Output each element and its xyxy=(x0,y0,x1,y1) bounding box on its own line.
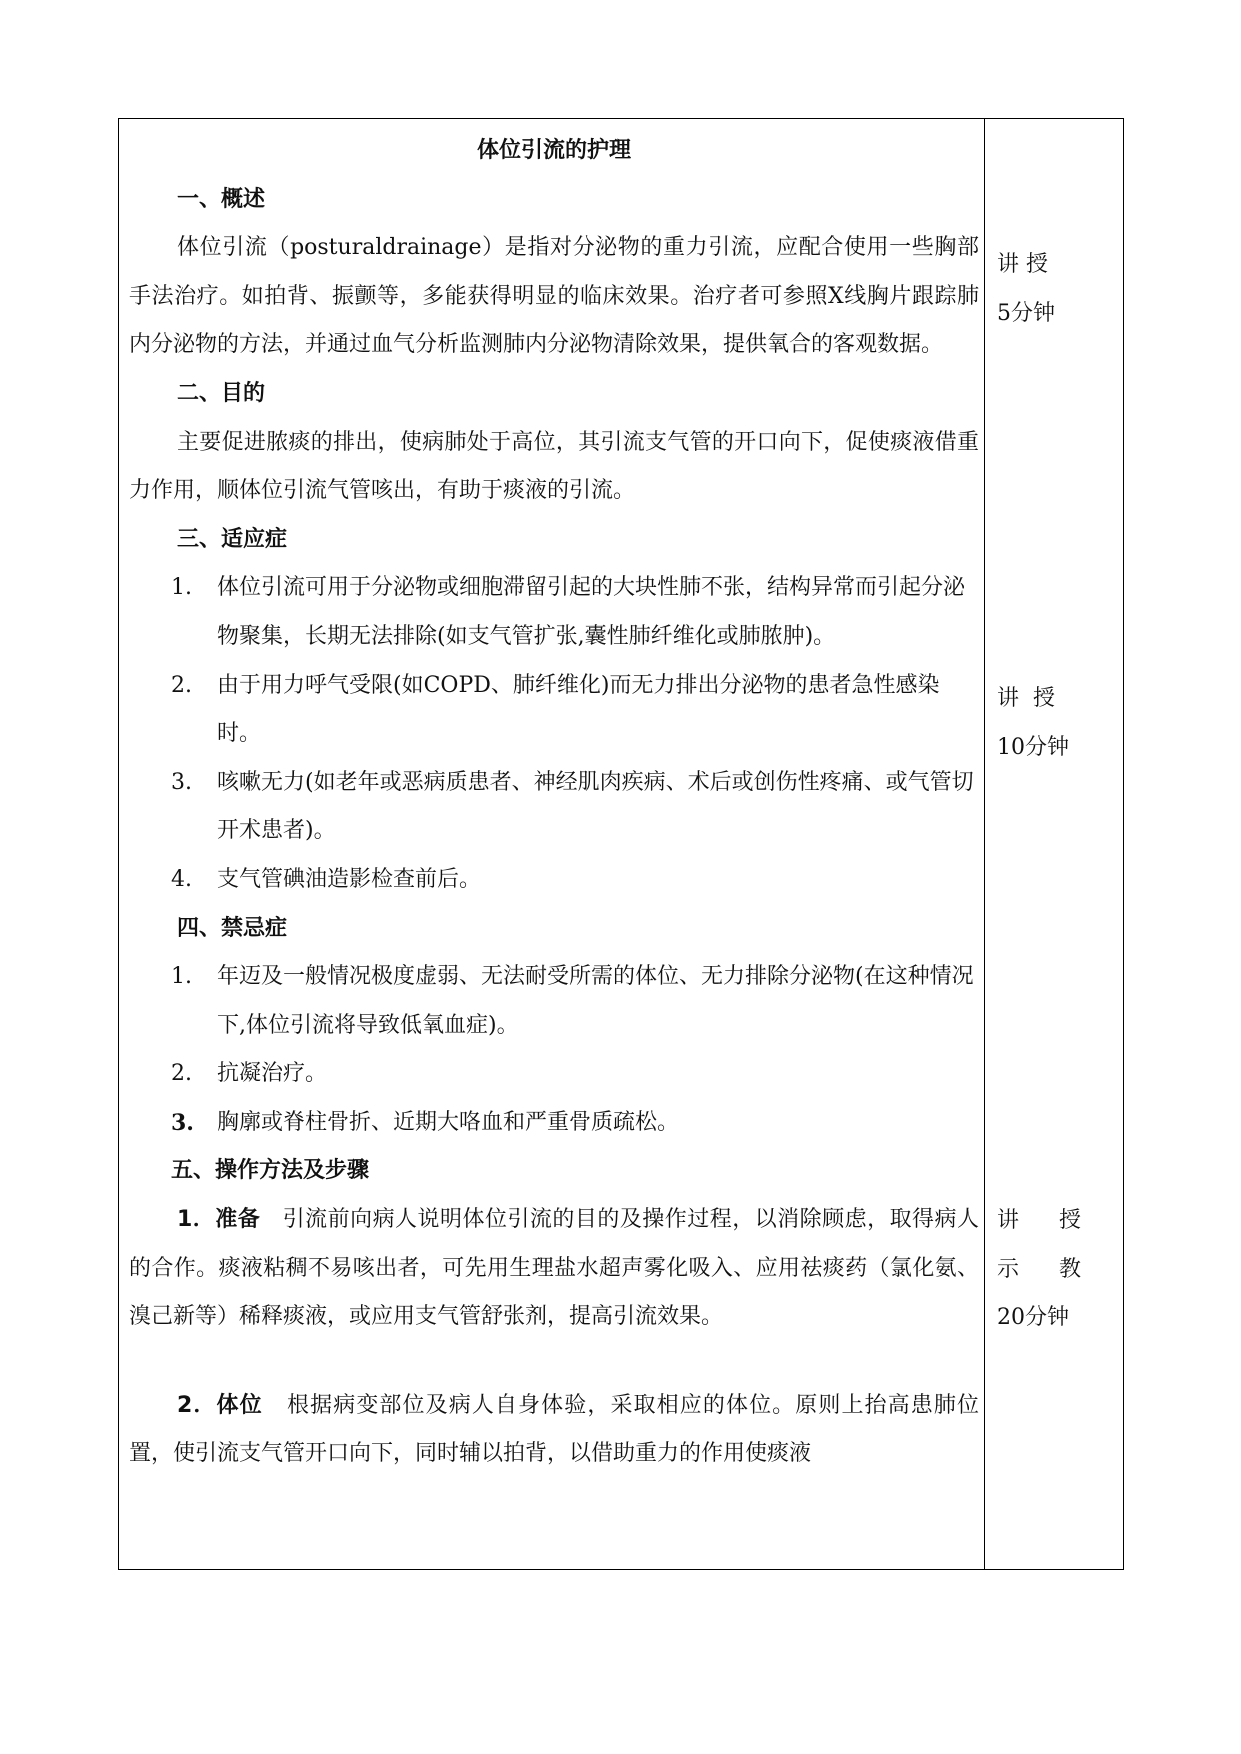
document-title: 体位引流的护理 xyxy=(476,138,631,163)
side-note xyxy=(997,1197,1117,1343)
step-label: 2．体位 xyxy=(177,1392,263,1418)
overview-text: 体位引流（posturaldrainage）是指对分泌物的重力引流，应配合使用一些胸部手法治疗。如拍背、振颤等，多能获得明显的临床效果。治疗者可参照X线胸片跟踪肺内分泌物的方法，并通过血气分析监测肺内分泌物清除效果，提供氧合的客观数据。 xyxy=(129,235,979,358)
list-number: 2. xyxy=(171,672,192,698)
list-item xyxy=(129,759,979,856)
teaching-method: 讲 授 xyxy=(997,686,1056,711)
list-text: 体位引流可用于分泌物或细胞滞留引起的大块性肺不张，结构异常而引起分泌物聚集，长期无法排除(如支气管扩张,囊性肺纤维化或肺脓肿)。 xyxy=(217,575,966,649)
list-number: 1. xyxy=(171,964,192,990)
list-item xyxy=(129,1050,979,1099)
step-label: 1．准备 xyxy=(177,1207,261,1233)
list-item xyxy=(129,662,979,759)
list-number: 4. xyxy=(171,866,192,892)
side-note xyxy=(997,241,1117,338)
step-text: 根据病变部位及病人自身体验，采取相应的体位。原则上抬高患肺位置，使引流支气管开口向下，同时辅以拍背，以借助重力的作用使痰液 xyxy=(129,1392,979,1467)
teaching-method: 讲 授 xyxy=(997,1208,1081,1233)
duration: 20分钟 xyxy=(997,1305,1069,1331)
list-number: 3. xyxy=(171,1109,194,1136)
section-heading-overview: 一、概述 xyxy=(177,186,266,212)
main-content xyxy=(129,127,979,1479)
procedure-step xyxy=(129,1196,979,1342)
section-heading-indications: 三、适应症 xyxy=(177,526,288,552)
duration: 10分钟 xyxy=(997,734,1069,760)
list-number: 2. xyxy=(171,1061,192,1087)
list-text: 年迈及一般情况极度虚弱、无法耐受所需的体位、无力排除分泌物(在这种情况下,体位引流将导致低氧血症)。 xyxy=(217,964,974,1038)
column-divider xyxy=(984,119,985,1569)
list-number: 1. xyxy=(171,575,192,601)
teaching-method: 讲 授 xyxy=(997,252,1049,277)
section-heading-contraindications: 四、禁忌症 xyxy=(177,915,288,941)
list-item xyxy=(129,564,979,661)
lesson-table xyxy=(118,118,1124,1570)
duration: 5分钟 xyxy=(997,300,1055,326)
list-text: 支气管碘油造影检查前后。 xyxy=(217,866,482,892)
procedure-step xyxy=(129,1382,979,1479)
list-item xyxy=(129,953,979,1050)
list-number: 3. xyxy=(171,769,192,795)
list-item xyxy=(129,856,979,905)
list-text: 抗凝治疗。 xyxy=(217,1061,328,1087)
list-text: 胸廓或脊柱骨折、近期大咯血和严重骨质疏松。 xyxy=(217,1109,680,1135)
step-text: 引流前向病人说明体位引流的目的及操作过程，以消除顾虑，取得病人的合作。痰液粘稠不易咳出者，可先用生理盐水超声雾化吸入、应用祛痰药（氯化氨、溴己新等）稀释痰液，或应用支气管舒张剂，提高引流效果。 xyxy=(129,1207,979,1330)
list-item xyxy=(129,1099,979,1148)
list-text: 咳嗽无力(如老年或恶病质患者、神经肌肉疾病、术后或创伤性疼痛、或气管切开术患者)。 xyxy=(217,769,974,844)
spacer xyxy=(129,1342,979,1382)
section-heading-procedure: 五、操作方法及步骤 xyxy=(171,1158,370,1184)
teaching-method: 示 教 xyxy=(997,1256,1081,1282)
section-heading-purpose: 二、目的 xyxy=(177,380,266,406)
purpose-text: 主要促进脓痰的排出，使病肺处于高位，其引流支气管的开口向下，促使痰液借重力作用，顺体位引流气管咳出，有助于痰液的引流。 xyxy=(129,429,979,504)
side-note xyxy=(997,675,1117,772)
list-text: 由于用力呼气受限(如COPD、肺纤维化)而无力排出分泌物的患者急性感染时。 xyxy=(217,672,940,747)
